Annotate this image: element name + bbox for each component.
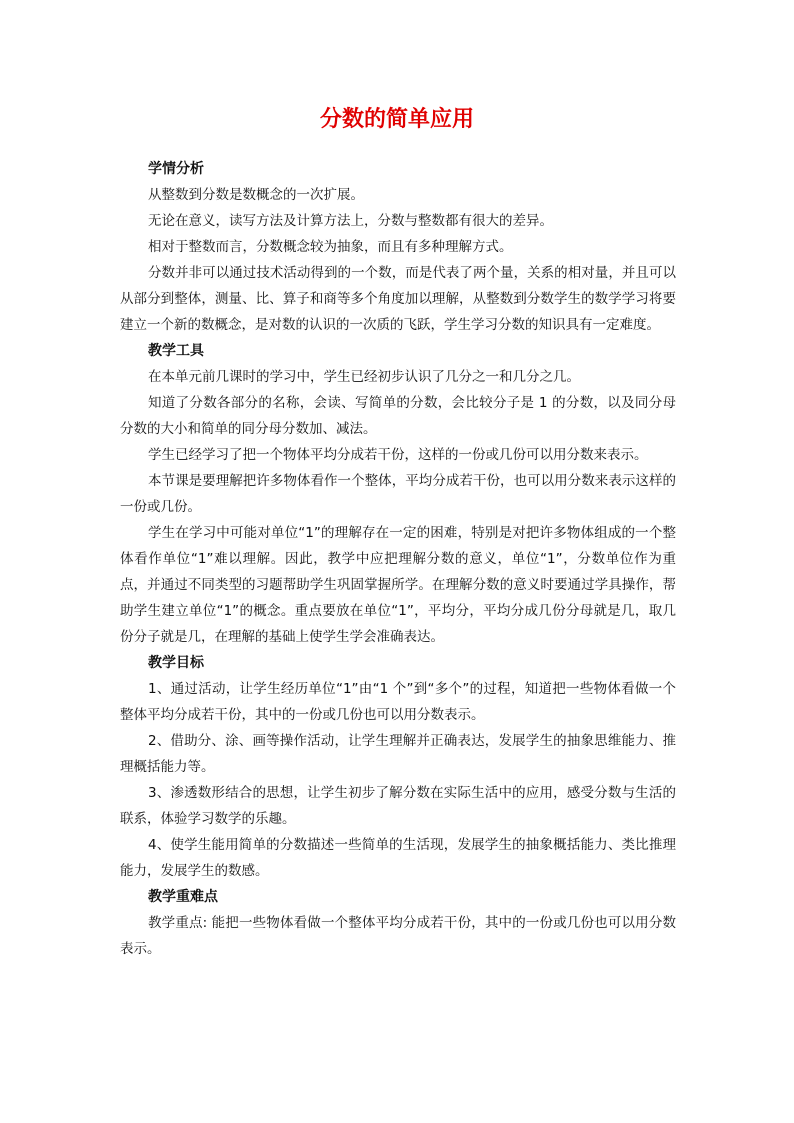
list-item: 4、使学生能用简单的分数描述一些简单的生活现，发展学生的抽象概括能力、类比推理能力，发展学生的数感。: [120, 837, 676, 879]
paragraph: 分数并非可以通过技术活动得到的一个数，而是代表了两个量，关系的相对量，并且可以从部分到整体，测量、比、算子和商等多个角度加以理解，从整数到分数学生的数学学习将要建立一个新的数概念，是对数的认识的一次质的飞跃，学生学习分数的知识具有一定难度。: [120, 265, 676, 333]
paragraph: 相对于整数而言，分数概念较为抽象，而且有多种理解方式。: [148, 239, 513, 255]
list-item: 1、通过活动，让学生经历单位“1”由“1 个”到“多个”的过程，知道把一些物体看做一个整体平均分成若干份，其中的一份或几份也可以用分数表示。: [120, 681, 676, 723]
section-student-analysis: [120, 156, 676, 338]
section-teaching-tools: [120, 338, 676, 650]
section-heading: 教学工具: [148, 343, 204, 359]
section-teaching-goals: [120, 650, 676, 884]
paragraph: 在本单元前几课时的学习中，学生已经初步认识了几分之一和几分之几。: [148, 369, 580, 385]
section-heading: 教学目标: [148, 655, 204, 671]
list-item: 3、渗透数形结合的思想，让学生初步了解分数在实际生活中的应用，感受分数与生活的联系，体验学习数学的乐趣。: [120, 785, 676, 827]
paragraph: 学生已经学习了把一个物体平均分成若干份，这样的一份或几份可以用分数来表示。: [148, 447, 648, 463]
section-heading: 学情分析: [148, 161, 204, 177]
document-body: [120, 156, 676, 962]
paragraph: 本节课是要理解把许多物体看作一个整体，平均分成若干份，也可以用分数来表示这样的一份或几份。: [120, 473, 676, 515]
section-heading: 教学重难点: [148, 889, 218, 905]
paragraph: 无论在意义，读写方法及计算方法上，分数与整数都有很大的差异。: [148, 213, 553, 229]
page-title: 分数的简单应用: [319, 107, 474, 132]
paragraph: 从整数到分数是数概念的一次扩展。: [148, 187, 364, 203]
paragraph: 知道了分数各部分的名称，会读、写简单的分数，会比较分子是 1 的分数，以及同分母分数的大小和简单的同分母分数加、减法。: [120, 395, 676, 437]
section-key-difficulties: [120, 884, 676, 962]
paragraph: 教学重点: 能把一些物体看做一个整体平均分成若干份，其中的一份或几份也可以用分数表示。: [120, 915, 676, 957]
list-item: 2、借助分、涂、画等操作活动，让学生理解并正确表达，发展学生的抽象思维能力、推理概括能力等。: [120, 733, 676, 775]
paragraph: 学生在学习中可能对单位“1”的理解存在一定的困难，特别是对把许多物体组成的一个整体看作单位“1”难以理解。因此，教学中应把理解分数的意义，单位“1”，分数单位作为重点，并通过不同类型的习题帮助学生巩固掌握所学。在理解分数的意义时要通过学具操作，帮助学生建立单位“1”的概念。重点要放在单位“1”，平均分，平均分成几份分母就是几，取几份分子就是几，在理解的基础上使学生学会准确表达。: [120, 525, 676, 645]
